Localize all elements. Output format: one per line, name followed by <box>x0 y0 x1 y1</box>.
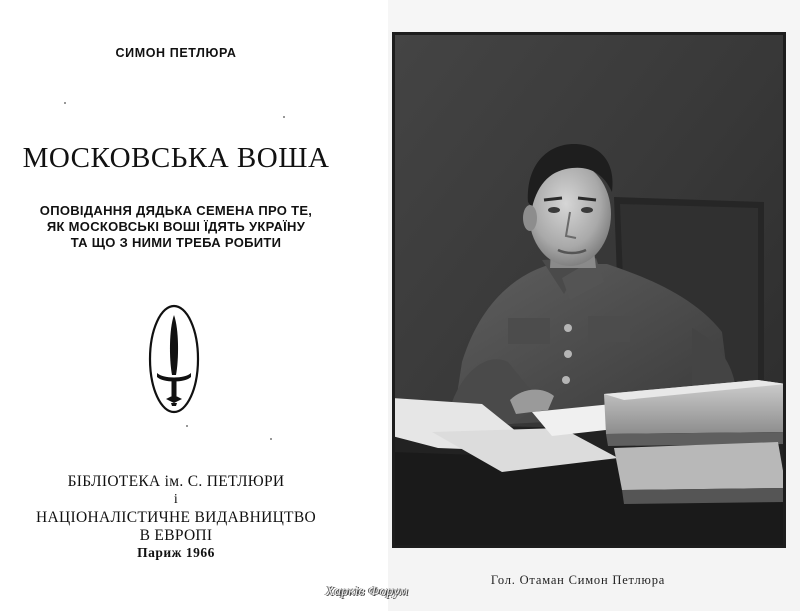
paper-speck <box>270 438 272 440</box>
imprint-line: БІБЛІОТЕКА ім. С. ПЕТЛЮРИ <box>67 473 285 490</box>
watermark-text: Харків Форум <box>325 584 408 599</box>
page-top-band <box>388 0 800 30</box>
imprint-line: НАЦІОНАЛІСТИЧНЕ ВИДАВНИЦТВО <box>36 509 316 526</box>
paper-speck <box>186 425 188 427</box>
photo-page <box>388 0 800 611</box>
city-year: Париж 1966 <box>137 545 215 560</box>
subtitle-line: ТА ЩО З НИМИ ТРЕБА РОБИТИ <box>70 235 282 250</box>
paper-speck <box>283 116 285 118</box>
book-title: МОСКОВСЬКА ВОША <box>22 142 330 174</box>
imprint-line: і <box>173 492 179 507</box>
subtitle-line: ЯК МОСКОВСЬКІ ВОШІ ЇДЯТЬ УКРАЇНУ <box>46 219 306 234</box>
publisher-imprint <box>0 473 352 545</box>
book-subtitle <box>0 203 352 251</box>
imprint-line: В ЕВРОПІ <box>139 527 213 544</box>
photo-caption: Гол. Отаман Симон Петлюра <box>490 573 666 587</box>
sword-emblem-icon <box>147 303 201 415</box>
portrait-photo <box>392 32 786 548</box>
subtitle-line: ОПОВІДАННЯ ДЯДЬКА СЕМЕНА ПРО ТЕ, <box>39 203 313 218</box>
paper-speck <box>64 102 66 104</box>
author-name: СИМОН ПЕТЛЮРА <box>115 46 237 60</box>
title-page <box>0 0 388 611</box>
